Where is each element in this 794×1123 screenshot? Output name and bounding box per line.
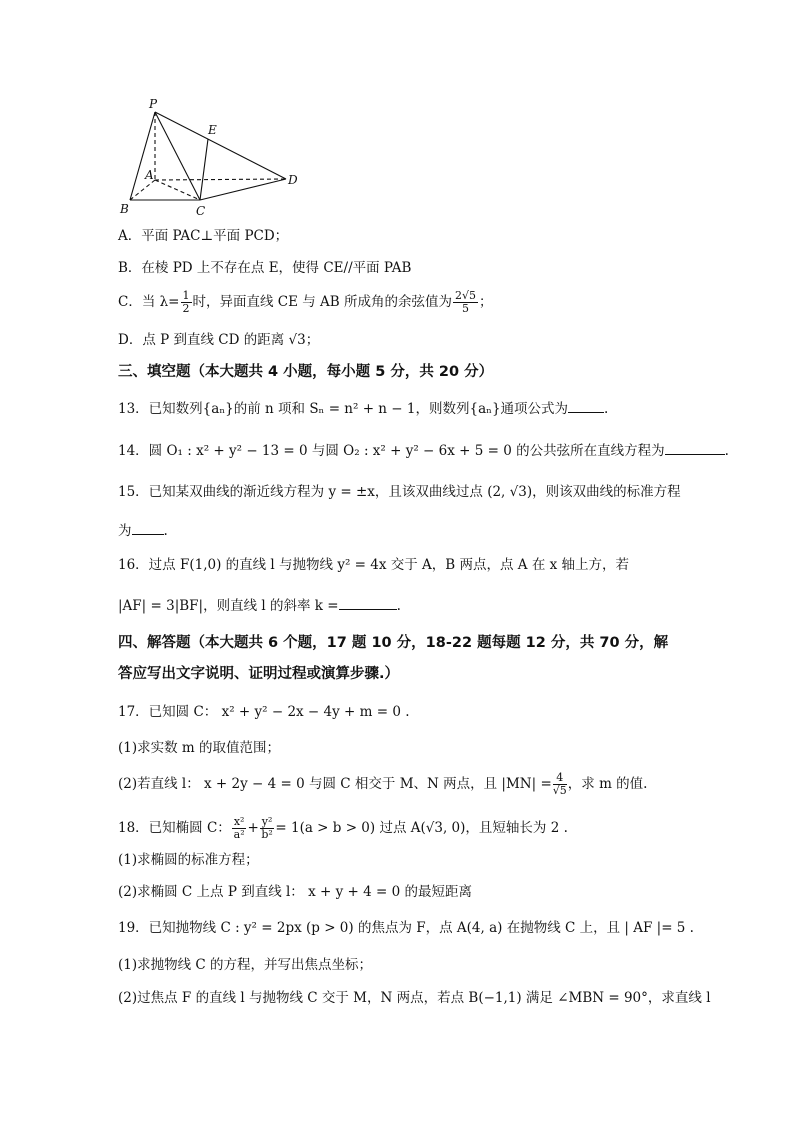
frac-den: b² [261,828,273,841]
frac-num: 2√5 [455,289,477,302]
edge-CE [200,139,208,200]
option-D: D．点 P 到直线 CD 的距离 √3； [118,332,320,348]
frac-num: 4 [553,772,567,785]
question-19-stem: 19．已知抛物线 C : y² = 2px (p > 0) 的焦点为 F，点 A(4, a) 在抛物线 C 上，且 | AF |= 5 . [118,920,694,936]
option-C-suffix: ； [479,294,493,310]
label-E: E [208,123,217,137]
option-C [118,290,493,315]
q14-text: 14．圆 O₁ : x² + y² − 13 = 0 与圆 O₂ : x² + y² − 6x + 5 = 0 的公共弦所在直线方程为 [118,443,665,459]
edge-PB [130,112,155,200]
fraction-y2-b2 [260,816,275,841]
q15-text: 为 [118,523,132,539]
question-17-part2 [118,772,647,797]
section-4-heading-line2: 答应写出文字说明、证明过程或演算步骤.） [118,666,400,682]
answer-blank [132,520,164,535]
edge-CD [200,179,286,200]
q18-prefix: 18．已知椭圆 C： [118,820,231,836]
frac-num: y² [261,815,273,828]
fraction-cosine [453,290,478,315]
question-14 [118,440,729,461]
frac-den: 5 [462,302,470,315]
frac-num: x² [233,815,245,828]
q18-suffix: = 1(a > b > 0) 过点 A(√3, 0)，且短轴长为 2 . [275,820,568,836]
question-18-part2: (2)求椭圆 C 上点 P 到直线 l： x + y + 4 = 0 的最短距离 [118,884,472,900]
fraction-x2-a2 [232,816,247,841]
pyramid-figure [112,94,302,219]
section-4-heading-line1: 四、解答题（本大题共 6 个题，17 题 10 分，18-22 题每题 12 分，共 70 分，解 [118,635,669,651]
q18-plus: + [247,820,259,836]
option-C-prefix: C．当 λ= [118,294,180,310]
frac-den: √5 [552,784,567,797]
question-18-stem [118,816,568,841]
q16-end: . [396,598,401,614]
fraction-mn [553,772,567,797]
question-16-line2 [118,595,401,616]
q13-text: 13．已知数列{aₙ}的前 n 项和 Sₙ = n² + n − 1，则数列{aₙ}通项公式为 [118,401,569,417]
label-D: D [288,173,298,187]
q15-end: . [163,523,168,539]
frac-den: a² [233,828,245,841]
question-17-stem: 17．已知圆 C： x² + y² − 2x − 4y + m = 0 . [118,704,410,720]
q17-p2-suffix: ，求 m 的值. [567,776,648,792]
frac-num: 1 [182,289,190,302]
label-C: C [196,204,206,218]
question-13 [118,398,608,419]
edge-AB [130,180,155,200]
edge-PD [155,112,286,179]
label-B: B [120,202,129,216]
fraction-lambda [181,290,192,315]
section-3-heading: 三、填空题（本大题共 4 小题，每小题 5 分，共 20 分） [118,364,494,380]
question-19-part2: (2)过焦点 F 的直线 l 与抛物线 C 交于 M，N 两点，若点 B(−1,1) 满足 ∠MBN = 90°，求直线 l [118,990,711,1006]
edge-AD [155,179,286,180]
answer-blank [339,595,397,610]
label-P: P [149,97,158,111]
answer-blank [665,440,725,455]
option-A: A．平面 PAC⊥平面 PCD； [118,228,289,244]
frac-den: 2 [182,302,190,315]
edge-PC [155,112,200,200]
option-C-mid: 时，异面直线 CE 与 AB 所成角的余弦值为 [192,294,453,310]
question-16-line1: 16．过点 F(1,0) 的直线 l 与抛物线 y² = 4x 交于 A，B 两点，点 A 在 x 轴上方，若 [118,557,630,573]
q16-text: |AF| = 3|BF|，则直线 l 的斜率 k = [118,598,339,614]
q14-end: . [724,443,729,459]
answer-blank [568,398,604,413]
q13-end: . [604,401,609,417]
question-17-part1: (1)求实数 m 的取值范围； [118,740,281,756]
question-15-line1: 15．已知某双曲线的渐近线方程为 y = ±x，且该双曲线过点 (2, √3)，则该双曲线的标准方程 [118,484,681,500]
label-A: A [145,168,154,182]
q17-p2-prefix: (2)若直线 l： x + 2y − 4 = 0 与圆 C 相交于 M、N 两点，且 |MN| = [118,776,552,792]
question-18-part1: (1)求椭圆的标准方程； [118,852,259,868]
question-15-line2 [118,520,168,541]
option-B: B．在棱 PD 上不存在点 E，使得 CE//平面 PAB [118,260,412,276]
edge-AC [155,180,200,200]
question-19-part1: (1)求抛物线 C 的方程，并写出焦点坐标； [118,957,373,973]
